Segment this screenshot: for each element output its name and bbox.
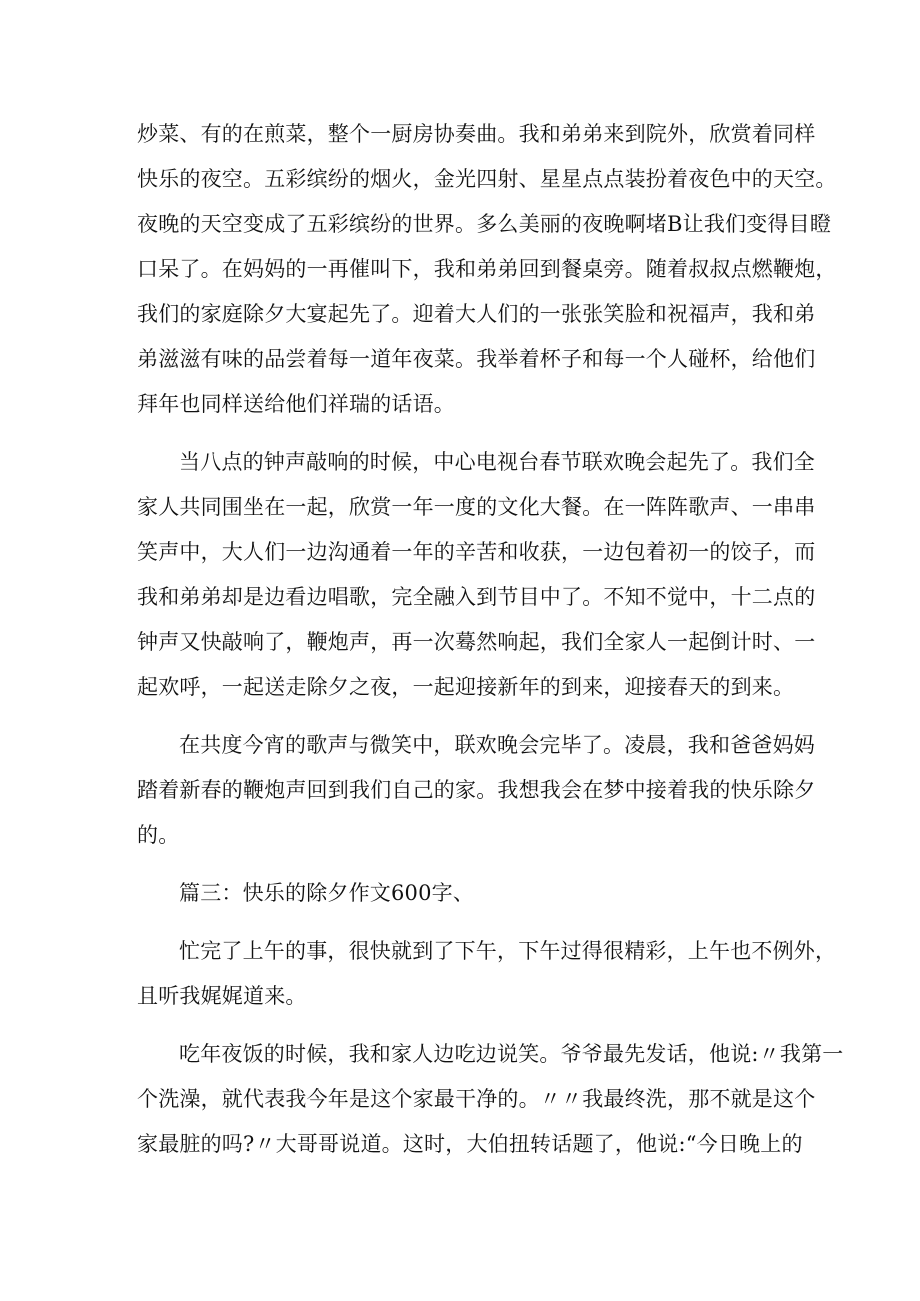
text-line: 拜年也同样送给他们祥瑞的话语。 bbox=[137, 392, 455, 416]
text-line: 起欢呼，一起送走除夕之夜，一起迎接新年的到来，迎接春天的到来。 bbox=[137, 675, 795, 699]
text-line: 我们的家庭除夕大宴起先了。迎着大人们的一张张笑脸和祝福声，我和弟 bbox=[137, 302, 816, 326]
text-line: 弟滋滋有味的品尝着每一道年夜菜。我举着杯子和每一个人碰杯，给他们 bbox=[137, 347, 816, 371]
text-line: 家人共同围坐在一起，欣赏一年一度的文化大餐。在一阵阵歌声、一串串 bbox=[137, 495, 816, 519]
text-line: 在共度今宵的歌声与微笑中，联欢晚会完毕了。凌晨，我和爸爸妈妈 bbox=[179, 733, 815, 757]
text-line: 钟声又快敲响了，鞭炮声，再一次蓦然响起，我们全家人一起倒计时、一 bbox=[137, 630, 816, 654]
paragraph-gala-ends bbox=[137, 723, 816, 858]
text-line: 我和弟弟却是边看边唱歌，完全融入到节目中了。不知不觉中，十二点的 bbox=[137, 585, 816, 609]
text-line: 炒菜、有的在煎菜，整个一厨房协奏曲。我和弟弟来到院外，欣赏着同样 bbox=[137, 122, 816, 146]
paragraph-dinner-fireworks bbox=[137, 112, 837, 427]
text-line: 吃年夜饭的时候，我和家人边吃边说笑。爷爷最先发话，他说:〃我第一 bbox=[179, 1042, 844, 1066]
text-line: 夜晚的天空变成了五彩缤纷的世界。多么美丽的夜晚啊堵B让我们变得目瞪 bbox=[137, 212, 832, 236]
section-title: 篇三：快乐的除夕作文600字、 bbox=[179, 881, 475, 905]
text-line: 踏着新春的鞭炮声回到我们自己的家。我想我会在梦中接着我的快乐除夕 bbox=[137, 778, 816, 802]
paragraph-new-year-dinner bbox=[137, 1032, 844, 1167]
text-line: 笑声中，大人们一边沟通着一年的辛苦和收获，一边包着初一的饺子，而 bbox=[137, 540, 816, 564]
paragraph-afternoon bbox=[137, 929, 837, 1019]
text-line: 家最脏的吗?〃大哥哥说道。这时，大伯扭转话题了，他说:“今日晚上的 bbox=[137, 1132, 803, 1156]
essay-body bbox=[137, 112, 844, 1167]
text-line: 口呆了。在妈妈的一再催叫下，我和弟弟回到餐桌旁。随着叔叔点燃鞭炮， bbox=[137, 257, 837, 281]
paragraph-spring-gala bbox=[137, 440, 816, 710]
text-line: 的。 bbox=[137, 823, 180, 847]
text-line: 且听我娓娓道来。 bbox=[137, 984, 307, 1008]
text-line: 忙完了上午的事，很快就到了下午，下午过得很精彩，上午也不例外， bbox=[179, 939, 837, 963]
text-line: 快乐的夜空。五彩缤纷的烟火，金光四射、星星点点装扮着夜色中的天空。 bbox=[137, 167, 837, 191]
section-heading bbox=[137, 871, 797, 916]
text-line: 个洗澡，就代表我今年是这个家最干净的。〃〃我最终洗，那不就是这个 bbox=[137, 1087, 816, 1111]
text-line: 当八点的钟声敲响的时候，中心电视台春节联欢晚会起先了。我们全 bbox=[179, 450, 815, 474]
